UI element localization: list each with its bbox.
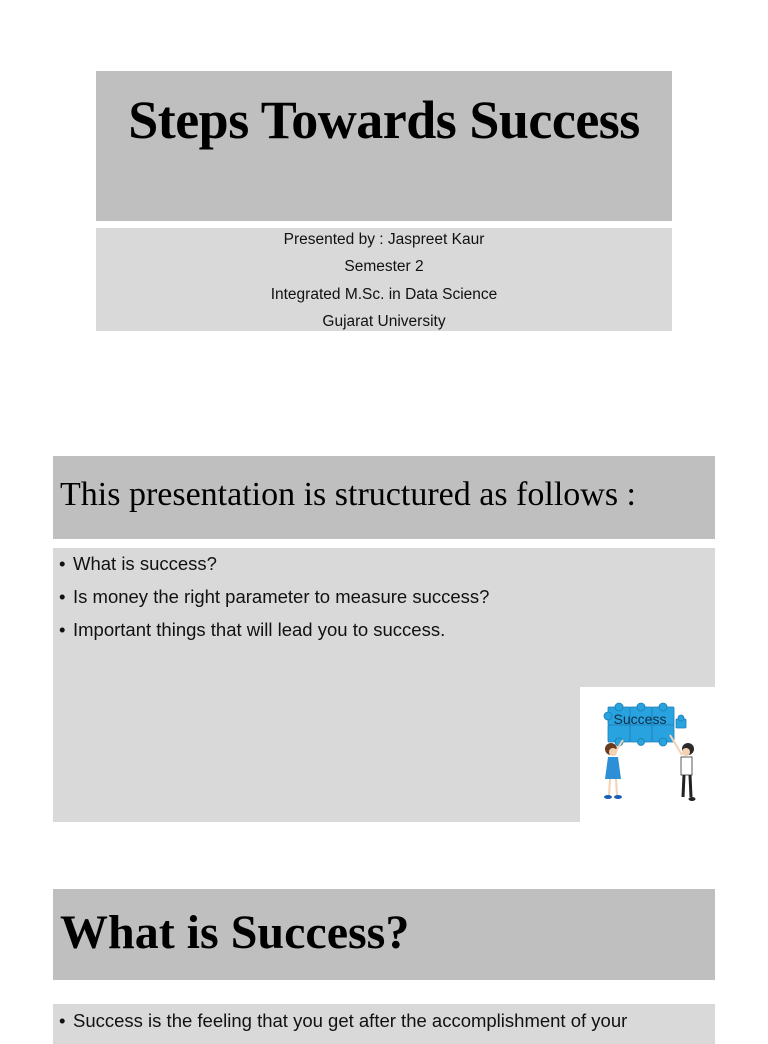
slide3-body-box (53, 1004, 715, 1044)
university-line: Gujarat University (322, 312, 446, 330)
success-puzzle-illustration (580, 687, 715, 822)
program-line: Integrated M.Sc. in Data Science (270, 285, 498, 303)
slide1-title-box (96, 71, 672, 221)
list-item: • What is success? (59, 553, 217, 574)
slide3-title: What is Success? (60, 906, 410, 959)
puzzle-illustration-icon (580, 687, 715, 822)
slide3-title-box (53, 889, 715, 980)
list-item: • Is money the right parameter to measure success? (59, 586, 490, 607)
presenter-line: Presented by : Jaspreet Kaur (283, 231, 485, 248)
definition-list (59, 1006, 627, 1039)
list-item: • Success is the feeling that you get after the accomplishment of your (59, 1010, 628, 1031)
slide2-title-box (53, 456, 715, 539)
slide2-title: This presentation is structured as follows : (60, 476, 637, 513)
semester-line: Semester 2 (344, 258, 424, 276)
slide1-subtitle-box (96, 228, 672, 331)
puzzle-label: Success (613, 711, 667, 727)
list-item: • Important things that will lead you to success. (59, 619, 446, 640)
outline-list (59, 549, 489, 648)
slide1-title: Steps Towards Success (128, 90, 640, 150)
